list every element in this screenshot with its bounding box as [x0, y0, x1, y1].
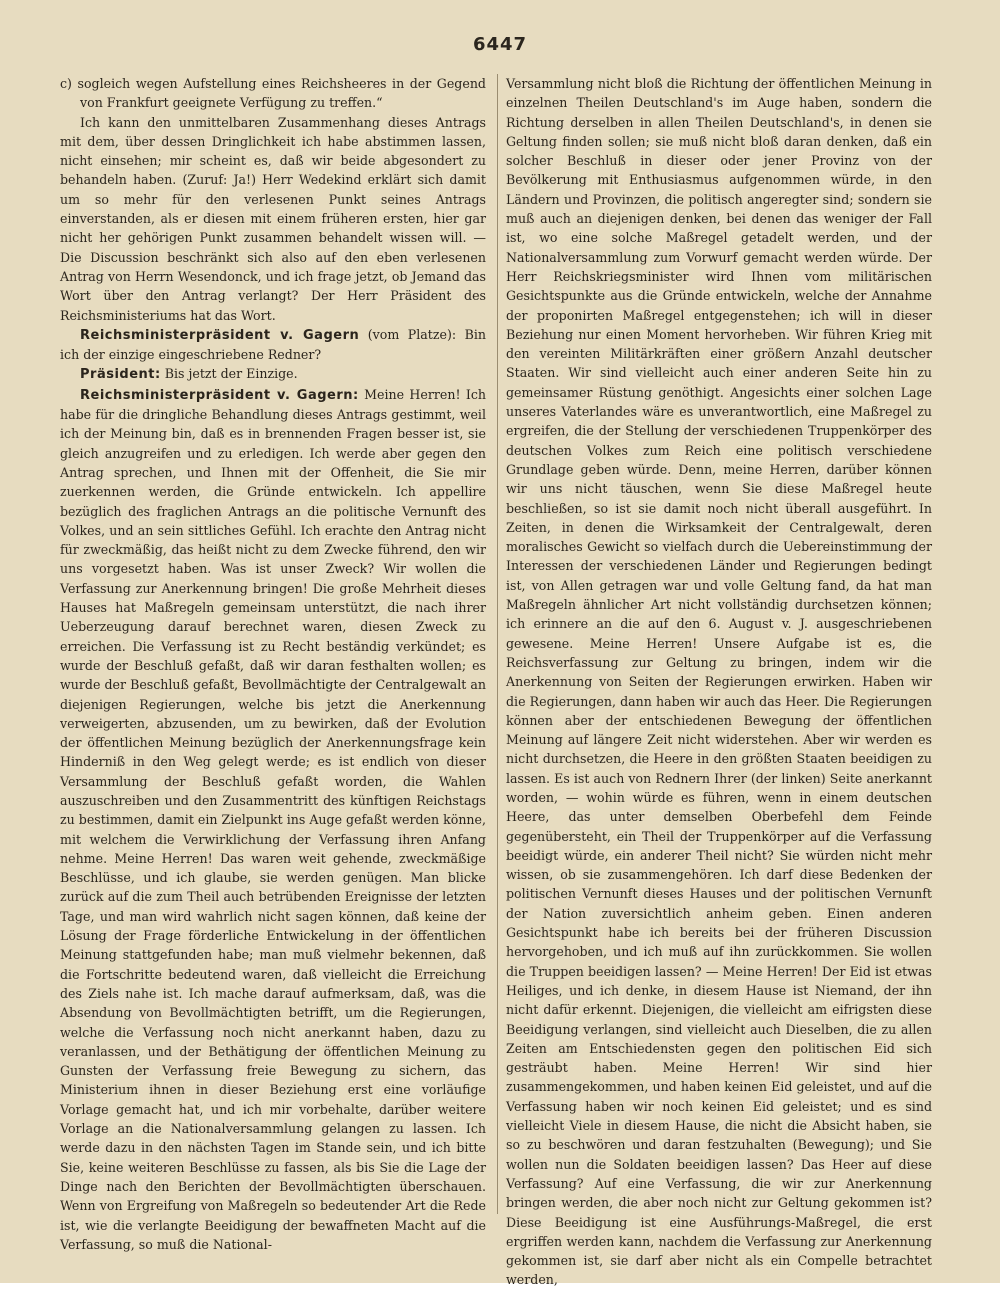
speaker-name: Reichsministerpräsident v. Gagern: [80, 387, 359, 403]
enumerated-item-c: c) sogleich wegen Aufstellung eines Reichsheeres in der Gegend von Frankfurt geeignete Verfügung zu treffen.“ [60, 76, 486, 111]
left-column [60, 74, 487, 1252]
speech-text: Meine Herren! Ich habe für die dringliche Behandlung dieses Antrags gestimmt, weil ich der Meinung bin, daß es in brennenden Fragen besser ist, sie gleich anzugreifen und zu erledigen. Ich werde aber gegen den Antrag sprechen, und Ihnen mit der Offenheit, die Sie mir zuerkennen werden, die Gründe entwickeln. Ich appellire bezüglich des fraglichen Antrags an die politische Vernunft des Volkes, und an sein sittliches Gefühl. Ich erachte den Antrag nicht für zweckmäßig, das heißt nicht zu dem Zwecke führend, den wir uns vorgesetzt haben. Was ist unser Zweck? Wir wollen die Verfassung zur Anerkennung bringen! Die große Mehrheit dieses Hauses hat Maßregeln gemeinsam unterstützt, die nach ihrer Ueberzeugung darauf berechnet waren, diesen Zweck zu erreichen. Die Verfassung ist zu Recht beständig verkündet; es wurde der Beschluß gefaßt, daß wir daran festhalten wollen; es wurde der Beschluß gefaßt, Bevollmächtigte der Centralgewalt an diejenigen Regierungen, welche bis jetzt die Anerkennung verweigerten, abzusenden, um zu bewirken, daß der Evolution der öffentlichen Meinung bezüglich der Anerkennungsfrage kein Hinderniß in den Weg gelegt werde; es ist endlich von dieser Versammlung der Beschluß gefaßt worden, die Wahlen auszuschreiben und den Zusammentritt des künftigen Reichstags zu bestimmen, damit ein Zielpunkt ins Auge gefaßt werden könne, mit welchem die Verwirklichung der Verfassung ihren Anfang nehme. Meine Herren! Das waren weit gehende, zweckmäßige Beschlüsse, und ich glaube, sie werden genügen. Man blicke zurück auf die zum Theil auch betrübenden Ereignisse der letzten Tage, und man wird wahrlich nicht sagen können, daß keine der Lösung der Frage förderliche Entwickelung in der öffentlichen Meinung stattgefunden habe; man muß vielmehr bekennen, daß die Fortschritte bedeutend waren, daß vielleicht die Erreichung des Ziels nahe ist. Ich mache darauf aufmerksam, daß, was die Absendung von Bevollmächtigten betrifft, um die Regierungen, welche die Verfassung noch nicht anerkannt haben, dazu zu veranlassen, und der Bethätigung der öffentlichen Meinung zu Gunsten der Verfassung freie Bewegung zu sichern, das Ministerium ihnen in dieser Beziehung erst eine vorläufige Vorlage gemacht hat, und ich mir vorbehalte, darüber weitere Vorlage an die Nationalversammlung gelangen zu lassen. Ich werde dazu in den nächsten Tagen im Stande sein, und ich bitte Sie, keine weiteren Beschlüsse zu fassen, als bis Sie die Lage der Dinge nach den Berichten der Bevollmächtigten überschauen. Wenn von Ergreifung von Maßregeln so bedeutender Art die Rede ist, wie die verlangte Beeidigung der bewaffneten Macht auf die Verfassung, so muß die National- [60, 386, 487, 1252]
president-paragraph: Ich kann den unmittelbaren Zusammenhang dieses Antrags mit dem, über dessen Dringlichkeit ich habe abstimmen lassen, nicht einsehen; mir scheint es, daß wir beide abgesondert zu behandeln haben. (Zuruf: Ja!) Herr Wedekind erklärt sich damit um so mehr für den verlesenen Punkt seines Antrags einverstanden, als er diesen mit einem früheren ersten, hier gar nicht her gehörigen Punkt zusammen behandelt wissen will. — Die Discussion beschränkt sich also auf den eben verlesenen Antrag von Herrn Wesendonck, und ich frage jetzt, ob Jemand das Wort über den Antrag verlangt? Der Herr Präsident des Reichsministeriums hat das Wort. [60, 114, 486, 323]
column-divider [497, 74, 498, 1214]
speech-gagern-question [60, 325, 486, 365]
speech-text: (vom Platze): Bin ich der einzige eingeschriebene Redner? [60, 326, 486, 363]
speaker-name: Reichsministerpräsident v. Gagern [80, 327, 360, 343]
speech-gagern-main [60, 385, 486, 1254]
speech-text: Bis jetzt der Einzige. [164, 366, 298, 382]
text-columns [60, 74, 932, 1288]
page-number: 6447 [472, 34, 528, 55]
speech-president-answer [60, 364, 486, 384]
speech-continuation: Versammlung nicht bloß die Richtung der öffentlichen Meinung in einzelnen Theilen Deutschland's im Auge haben, sondern die Richtung derselben in allen Theilen Deutschland's, in denen sie Geltung finden sollen; sie muß nicht bloß daran denken, daß ein solcher Beschluß in dieser oder jener Provinz von der Bevölkerung mit Enthusiasmus aufgenommen würde, in den Ländern und Provinzen, die politisch angeregter sind; sondern sie muß auch an diejenigen denken, bei denen das weniger der Fall ist, wo eine solche Maßregel getadelt werden, und der Nationalversammlung zum Vorwurf gemacht werden würde. Der Herr Reichskriegsminister wird Ihnen vom militärischen Gesichtspunkte aus die Gründe entwickeln, welche der Annahme der proponirten Maßregel entgegenstehen; ich will in dieser Beziehung nur einen Moment hervorheben. Wir führen Krieg mit den vereinten Militärkräften einer größern Anzahl deutscher Staaten. Wir sind vielleicht auch einer anderen Seite hin zu gemeinsamer Rüstung genöthigt. Angesichts einer solchen Lage unseres Vaterlandes wäre es unverantwortlich, eine Maßregel zu ergreifen, die der Stellung der verschiedenen Truppenkörper des deutschen Volkes zum Reich eine politisch verschiedene Grundlage geben würde. Denn, meine Herren, darüber können wir uns nicht täuschen, wenn Sie diese Maßregel heute beschließen, so ist sie damit noch nicht überall ausgeführt. In Zeiten, in denen die Wirksamkeit der Centralgewalt, deren moralisches Gewicht so vielfach durch die Uebereinstimmung der Interessen der verschiedenen Länder und Regierungen bedingt ist, von Allen getragen war und volle Geltung fand, da hat man Maßregeln ähnlicher Art nicht vollständig durchsetzen können; ich erinnere an die auf den 6. August v. J. ausgeschriebenen gewesene. Meine Herren! Unsere Aufgabe ist es, die Reichsverfassung zur Geltung zu bringen, indem wir die Anerkennung von Seiten der Regierungen erwirken. Haben wir die Regierungen, dann haben wir auch das Heer. Die Regierungen können aber der entschiedenen Bewegung der öffentlichen Meinung auf längere Zeit nicht widerstehen. Aber wir werden es nicht durchsetzen, die Heere in den größten Staaten beeidigen zu lassen. Es ist auch von Rednern Ihrer (der linken) Seite anerkannt worden, — wohin würde es führen, wenn in einem deutschen Heere, das unter demselben Oberbefehl dem Feinde gegenübersteht, ein Theil der Truppenkörper auf die Verfassung beeidigt würde, ein anderer Theil nicht? Sie würden nicht mehr wissen, ob sie zusammengehören. Ich darf diese Bedenken der politischen Vernunft dieses Hauses und der politischen Vernunft der Nation zuversichtlich anheim geben. Einen anderen Gesichtspunkt habe ich bereits bei der früheren Discussion hervorgehoben, und ich muß auf ihn zurückkommen. Sie wollen die Truppen beeidigen lassen? — Meine Herren! Der Eid ist etwas Heiliges, und ich denke, in diesem Hause ist Niemand, der ihn nicht dafür erkennt. Diejenigen, die vielleicht am eifrigsten diese Beeidigung verlangen, sind vielleicht auch Dieselben, die zu allen Zeiten am Entschiedensten gegen den politischen Eid sich gesträubt haben. Meine Herren! Wir sind hier zusammengekommen, und haben keinen Eid geleistet, und auf die Verfassung haben wir noch keinen Eid geleistet; und es sind vielleicht Viele in diesem Hause, die nicht die Absicht haben, sie so zu beschwören und daran festzuhalten (Bewegung); und Sie wollen nun die Soldaten beeidigen lassen? Das Heer auf diese Verfassung? Auf eine Verfassung, die wir zur Anerkennung bringen werden, die aber noch nicht zur Geltung gekommen ist? Diese Beeidigung ist eine Ausführungs-Maßregel, die erst ergriffen werden kann, nachdem die Verfassung zur Anerkennung gekommen ist, sie darf aber nicht als ein Compelle betrachtet werden, [506, 76, 932, 1288]
speaker-name: Präsident: [80, 367, 161, 383]
right-column [506, 74, 932, 1288]
